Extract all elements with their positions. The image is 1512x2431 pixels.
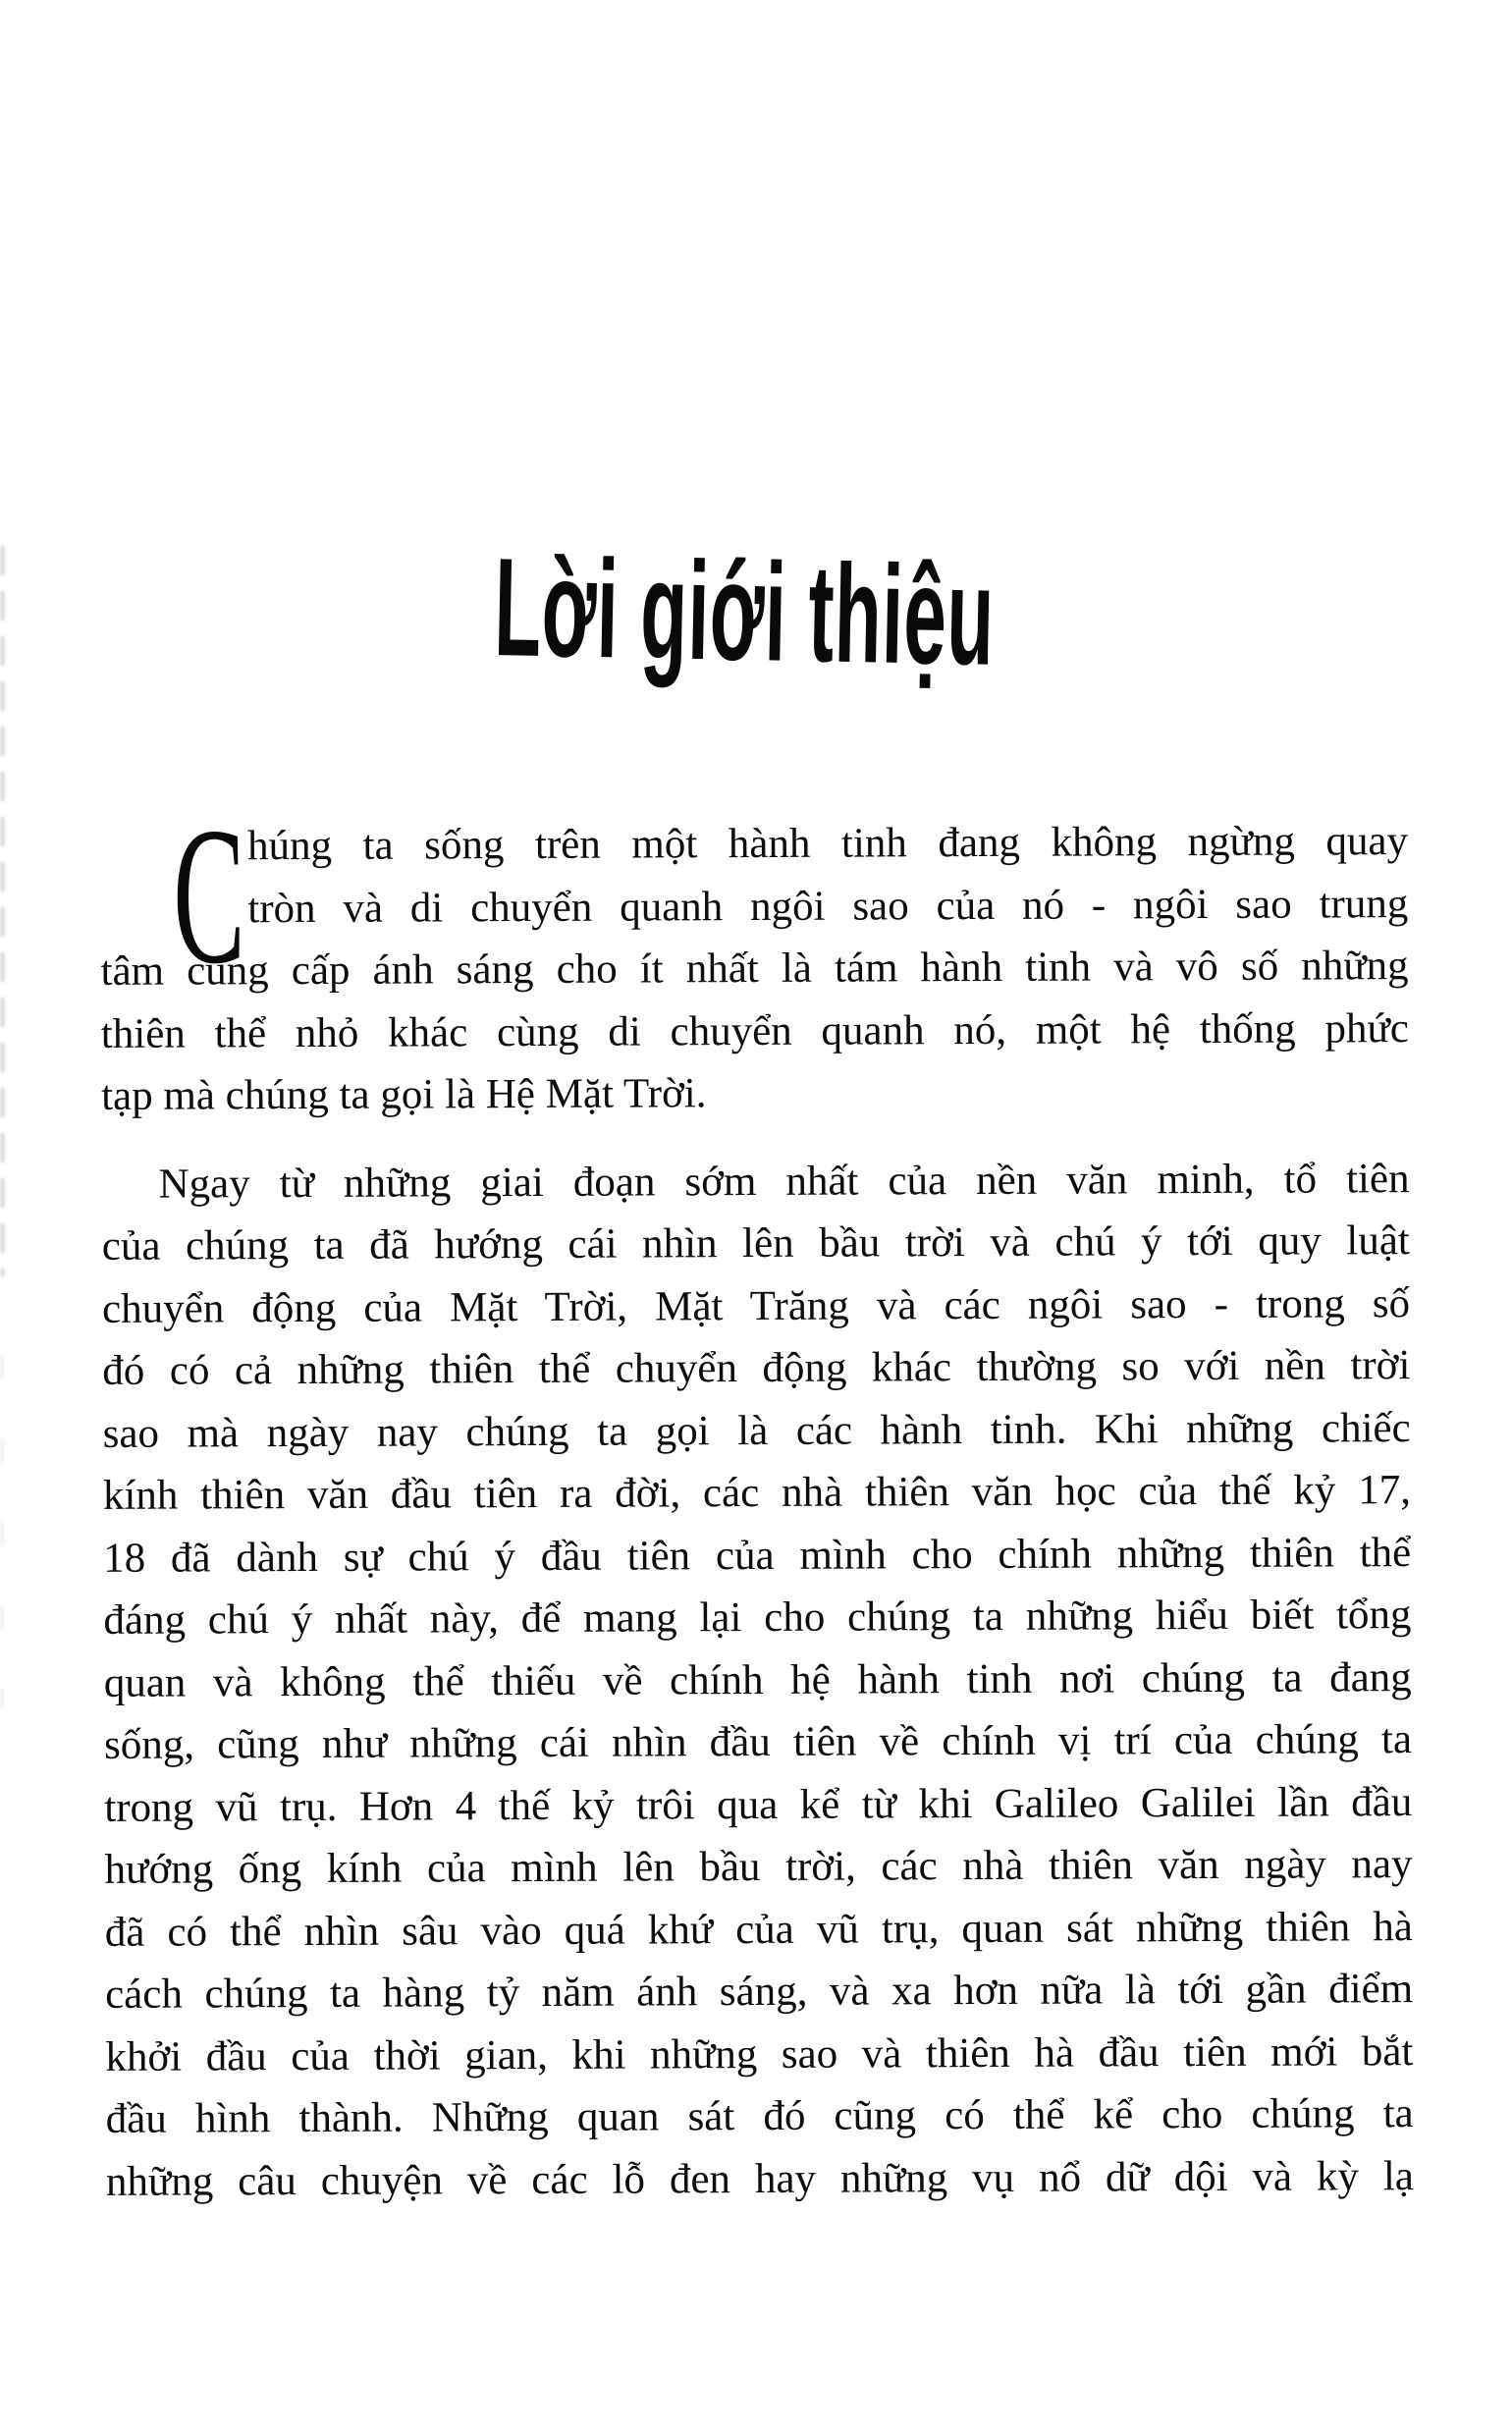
body-text [100, 787, 1415, 2213]
text-line: tròn và di chuyển quanh ngôi sao của nó - ngôi sao trung [247, 880, 1409, 932]
text-line: quan và không thể thiếu về chính hệ hành tinh nơi chúng ta đang [103, 1653, 1412, 1706]
scan-edge-artifact-lower [0, 1296, 4, 1708]
text-line: trong vũ trụ. Hơn 4 thế kỷ trôi qua kể từ khi Galileo Galilei lần đầu [104, 1778, 1413, 1831]
text-line: tâm cung cấp ánh sáng cho ít nhất là tám hành tinh và vô số những [100, 943, 1409, 995]
text-line: kính thiên văn đầu tiên ra đời, các nhà thiên văn học của thế kỷ 17, [102, 1467, 1412, 1519]
drop-cap: C [172, 787, 246, 1005]
text-line: sống, cũng như những cái nhìn đầu tiên về chính vị trí của chúng ta [103, 1716, 1413, 1768]
paragraph-history [101, 1148, 1414, 2213]
text-line: 18 đã dành sự chú ý đầu tiên của mình cho chính những thiên thể [103, 1529, 1412, 1582]
text-line: đó có cả những thiên thể chuyển động khác thường so với nền trời [102, 1342, 1411, 1394]
text-line: của chúng ta đã hướng cái nhìn lên bầu trời và chú ý tới quy luật [101, 1217, 1410, 1270]
text-line: sao mà ngày nay chúng ta gọi là các hành tinh. Khi những chiếc [102, 1404, 1411, 1457]
text-line: thiên thể nhỏ khác cùng di chuyển quanh nó, một hệ thống phức [100, 1004, 1409, 1057]
page-title [493, 529, 1405, 695]
text-line: đáng chú ý nhất này, để mang lại cho chúng ta những hiểu biết tổng [103, 1592, 1412, 1644]
text-line: đã có thể nhìn sâu vào quá khứ của vũ trụ, quan sát những thiên hà [104, 1903, 1413, 1956]
text-line: tạp mà chúng ta gọi là Hệ Mặt Trời. [101, 1070, 707, 1119]
text-line: húng ta sống trên một hành tinh đang không ngừng quay [246, 818, 1409, 870]
text-line: hướng ống kính của mình lên bầu trời, các nhà thiên văn ngày nay [104, 1841, 1413, 1893]
scan-edge-artifact [0, 530, 5, 1276]
paragraph-intro [100, 787, 1409, 1127]
text-line: Ngay từ những giai đoạn sớm nhất của nền văn minh, tổ tiên [158, 1155, 1410, 1208]
text-line: những câu chuyện về các lỗ đen hay những vụ nổ dữ dội và kỳ lạ [105, 2152, 1415, 2205]
text-line: đầu hình thành. Những quan sát đó cũng có thể kể cho chúng ta [105, 2090, 1414, 2142]
text-line: khởi đầu của thời gian, khi những sao và thiên hà đầu tiên mới bắt [105, 2027, 1414, 2080]
text-line: cách chúng ta hàng tỷ năm ánh sáng, và xa hơn nữa là tới gần điểm [105, 1966, 1414, 2018]
text-line: chuyển động của Mặt Trời, Mặt Trăng và các ngôi sao - trong số [101, 1279, 1411, 1332]
page-title-text: Lời giới thiệu [493, 529, 997, 695]
